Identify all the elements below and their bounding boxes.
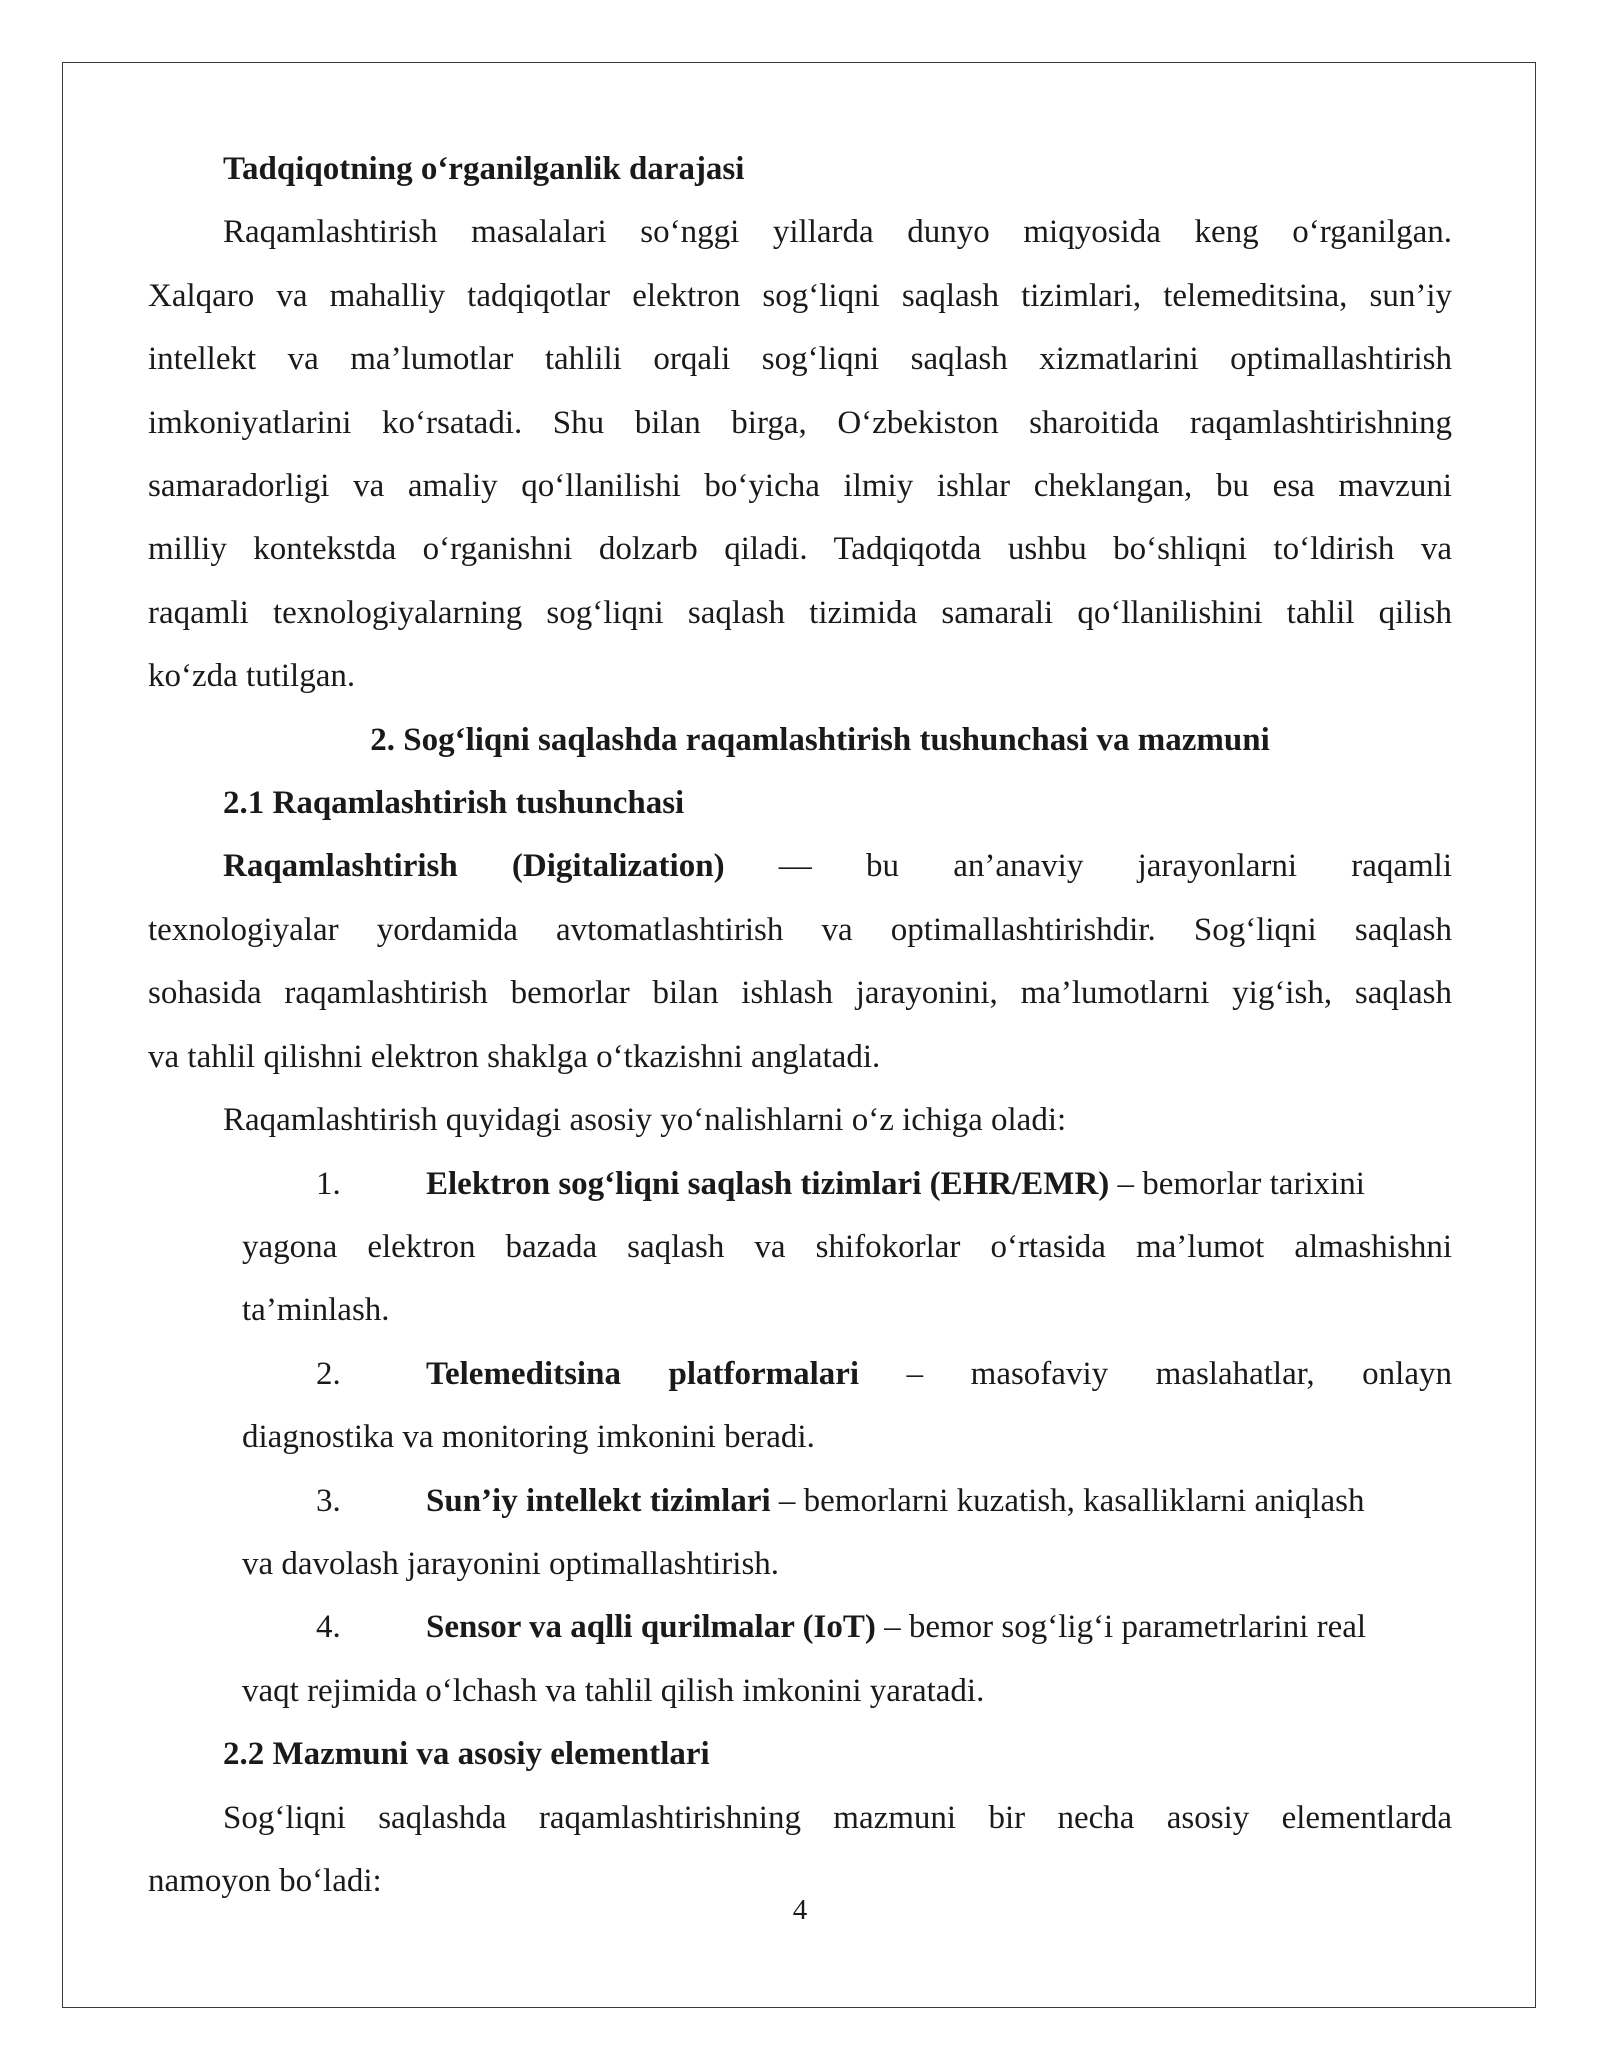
document-body [148, 138, 1452, 1913]
list-item-line: vaqt rejimida o‘lchash va tahlil qilish imkonini yaratadi. [242, 1672, 985, 1709]
subsection-heading-2-2: 2.2 Mazmuni va asosiy elementlari [223, 1736, 710, 1773]
paragraph-definition [148, 835, 1452, 1089]
paragraph-research-level [148, 201, 1452, 708]
list-item-first-line [148, 1470, 1452, 1533]
list-item [148, 1153, 1452, 1343]
list-item-line: va davolash jarayonini optimallashtirish. [242, 1545, 780, 1582]
list-item-number: 2. [316, 1355, 341, 1392]
paragraph-line: sohasida raqamlashtirish bemorlar bilan ishlash jarayonini, ma’lumotlarni yig‘ish, saqlash [148, 975, 1452, 1012]
paragraph-line: Xalqaro va mahalliy tadqiqotlar elektron sog‘liqni saqlash tizimlari, telemeditsina, sun’iy [148, 277, 1452, 314]
numbered-list [148, 1153, 1452, 1724]
list-item-line: yagona elektron bazada saqlash va shifokorlar o‘rtasida ma’lumot almashishni [242, 1228, 1452, 1265]
paragraph-line: va tahlil qilishni elektron shaklga o‘tkazishni anglatadi. [148, 1038, 881, 1075]
list-item [148, 1470, 1452, 1597]
list-item-label: Telemeditsina platformalari [426, 1355, 860, 1392]
paragraph-line: imkoniyatlarini ko‘rsatadi. Shu bilan birga, O‘zbekiston sharoitida raqamlashtirishning [148, 404, 1452, 441]
list-item-text: – bemor sog‘lig‘i parametrlarini real [875, 1609, 1367, 1646]
list-item-label: Sensor va aqlli qurilmalar (IoT) [426, 1609, 876, 1646]
paragraph-line: raqamli texnologiyalarning sog‘liqni saqlash tizimida samarali qo‘llanilishini tahlil qilish [148, 594, 1452, 631]
list-intro: Raqamlashtirish quyidagi asosiy yo‘nalishlarni o‘z ichiga oladi: [223, 1102, 1067, 1139]
list-item [148, 1596, 1452, 1723]
paragraph-line: Sog‘liqni saqlashda raqamlashtirishning mazmuni bir necha asosiy elementlarda [223, 1799, 1452, 1836]
page-number: 4 [792, 1894, 808, 1926]
definition-first-rest: — bu an’anaviy jarayonlarni raqamli [778, 848, 1453, 885]
list-item-label: Elektron sog‘liqni saqlash tizimlari (EHR/EMR) [426, 1165, 1110, 1202]
paragraph-line: ko‘zda tutilgan. [148, 658, 356, 695]
list-item-first-line [148, 1343, 1452, 1406]
paragraph-line: intellekt va ma’lumotlar tahlili orqali sog‘liqni saqlash xizmatlarini optimallashtirish [148, 341, 1452, 378]
definition-term: Raqamlashtirish (Digitalization) [223, 848, 725, 885]
list-item-text: – bemorlarni kuzatish, kasalliklarni aniqlash [770, 1482, 1365, 1519]
section-heading-2: 2. Sog‘liqni saqlashda raqamlashtirish tushunchasi va mazmuni [370, 721, 1270, 758]
paragraph-line: Raqamlashtirish masalalari so‘nggi yillarda dunyo miqyosida keng o‘rganilgan. [223, 214, 1452, 251]
list-item-line: diagnostika va monitoring imkonini beradi. [242, 1419, 815, 1456]
list-item-text: – masofaviy maslahatlar, onlayn [859, 1355, 1452, 1392]
paragraph-line: namoyon bo‘ladi: [148, 1862, 382, 1899]
list-item [148, 1343, 1452, 1470]
list-item-first-line [148, 1596, 1452, 1659]
list-item-text: – bemorlar tarixini [1109, 1165, 1365, 1202]
list-item-line: ta’minlash. [242, 1292, 390, 1329]
paragraph-line: samaradorligi va amaliy qo‘llanilishi bo‘yicha ilmiy ishlar cheklangan, bu esa mavzuni [148, 468, 1452, 505]
definition-first-line [148, 835, 1452, 898]
list-item-number: 1. [316, 1165, 341, 1202]
section-heading-research-level: Tadqiqotning o‘rganilganlik darajasi [223, 151, 745, 187]
list-item-first-line [148, 1153, 1452, 1216]
list-item-label: Sun’iy intellekt tizimlari [426, 1482, 771, 1519]
paragraph-line: milliy kontekstda o‘rganishni dolzarb qiladi. Tadqiqotda ushbu bo‘shliqni to‘ldirish va [148, 531, 1452, 568]
paragraph-line: texnologiyalar yordamida avtomatlashtirish va optimallashtirishdir. Sog‘liqni saqlash [148, 911, 1452, 948]
subsection-heading-2-1: 2.1 Raqamlashtirish tushunchasi [223, 785, 685, 822]
list-item-number: 3. [316, 1482, 341, 1519]
list-item-number: 4. [316, 1609, 341, 1646]
